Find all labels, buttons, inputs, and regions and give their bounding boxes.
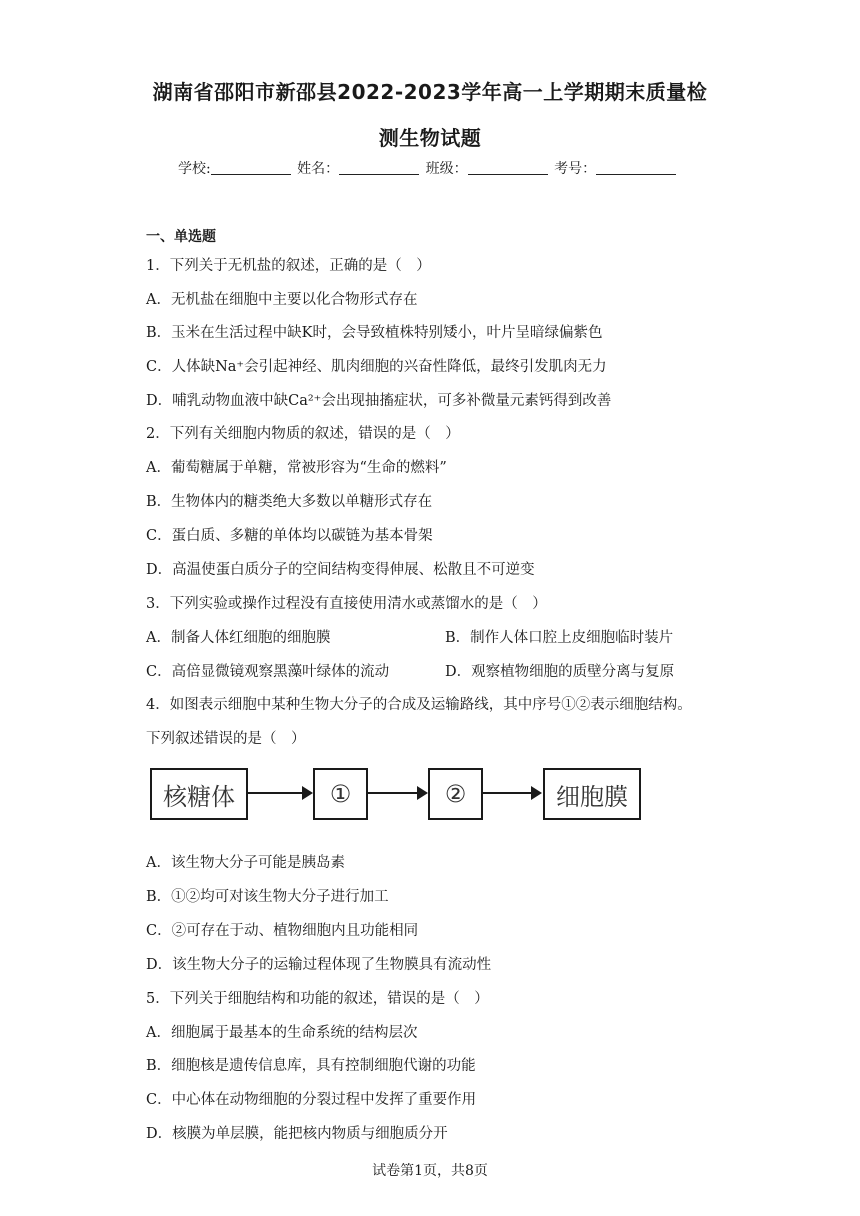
- question-3-option-c: C．高倍显微镜观察黑藻叶绿体的流动: [146, 664, 390, 680]
- question-4-option-a: A．该生物大分子可能是胰岛素: [146, 855, 345, 871]
- question-3-stem: 3．下列实验或操作过程没有直接使用清水或蒸馏水的是（ ）: [146, 596, 547, 612]
- question-4-stem: 4．如图表示细胞中某种生物大分子的合成及运输路线，其中序号①②表示细胞结构。: [146, 697, 692, 713]
- diagram-box-structure-1: ①: [313, 768, 368, 820]
- question-5-option-a: A．细胞属于最基本的生命系统的结构层次: [146, 1025, 418, 1041]
- name-label: 姓名：: [297, 161, 340, 177]
- question-4-option-c: C．②可存在于动、植物细胞内且功能相同: [146, 923, 419, 939]
- diagram-box-cell-membrane: 细胞膜: [543, 768, 641, 820]
- question-5-stem: 5．下列关于细胞结构和功能的叙述，错误的是（ ）: [146, 991, 489, 1007]
- diagram-box-ribosome: 核糖体: [150, 768, 248, 820]
- question-2-option-a: A．葡萄糖属于单糖，常被形容为“生命的燃料”: [146, 460, 447, 476]
- school-label: 学校:: [178, 161, 211, 177]
- school-blank[interactable]: [211, 160, 291, 175]
- class-label: 班级：: [425, 161, 468, 177]
- question-1-option-c: C．人体缺Na⁺会引起神经、肌肉细胞的兴奋性降低，最终引发肌肉无力: [146, 359, 607, 375]
- question-2-option-b: B．生物体内的糖类绝大多数以单糖形式存在: [146, 494, 433, 510]
- question-1-stem: 1．下列关于无机盐的叙述，正确的是（ ）: [146, 258, 431, 274]
- question-4-option-d: D．该生物大分子的运输过程体现了生物膜具有流动性: [146, 957, 492, 973]
- diagram-arrow: [368, 792, 426, 794]
- id-label: 考号：: [554, 161, 597, 177]
- question-1-option-a: A．无机盐在细胞中主要以化合物形式存在: [146, 292, 418, 308]
- question-1-option-b: B．玉米在生活过程中缺K时，会导致植株特别矮小，叶片呈暗绿偏紫色: [146, 325, 603, 341]
- diagram-box-structure-2: ②: [428, 768, 483, 820]
- class-blank[interactable]: [468, 160, 548, 175]
- page-title-line-2: 测生物试题: [378, 126, 482, 150]
- question-3-option-d: D．观察植物细胞的质壁分离与复原: [445, 664, 675, 680]
- question-5-option-c: C．中心体在动物细胞的分裂过程中发挥了重要作用: [146, 1092, 477, 1108]
- question-4-option-b: B．①②均可对该生物大分子进行加工: [146, 889, 389, 905]
- question-2-option-c: C．蛋白质、多糖的单体均以碳链为基本骨架: [146, 528, 433, 544]
- question-2-stem: 2．下列有关细胞内物质的叙述，错误的是（ ）: [146, 426, 460, 442]
- question-1-option-d: D．哺乳动物血液中缺Ca²⁺会出现抽搐症状，可多补微量元素钙得到改善: [146, 393, 612, 409]
- id-blank[interactable]: [596, 160, 676, 175]
- question-3-option-a: A．制备人体红细胞的细胞膜: [146, 630, 331, 646]
- student-info-row: [178, 158, 678, 178]
- synthesis-pathway-diagram: [150, 768, 645, 828]
- question-3-option-b: B．制作人体口腔上皮细胞临时装片: [445, 630, 674, 646]
- question-4-stem-cont: 下列叙述错误的是（ ）: [146, 731, 306, 747]
- section-title: 一、单选题: [146, 229, 216, 245]
- diagram-arrow: [248, 792, 311, 794]
- question-2-option-d: D．高温使蛋白质分子的空间结构变得伸展、松散且不可逆变: [146, 562, 535, 578]
- question-5-option-b: B．细胞核是遗传信息库，具有控制细胞代谢的功能: [146, 1058, 476, 1074]
- question-5-option-d: D．核膜为单层膜，能把核内物质与细胞质分开: [146, 1126, 448, 1142]
- page-title-line-1: 湖南省邵阳市新邵县2022-2023学年高一上学期期末质量检: [152, 80, 708, 104]
- diagram-arrow: [483, 792, 540, 794]
- name-blank[interactable]: [339, 160, 419, 175]
- page-footer: 试卷第1页，共8页: [372, 1163, 488, 1179]
